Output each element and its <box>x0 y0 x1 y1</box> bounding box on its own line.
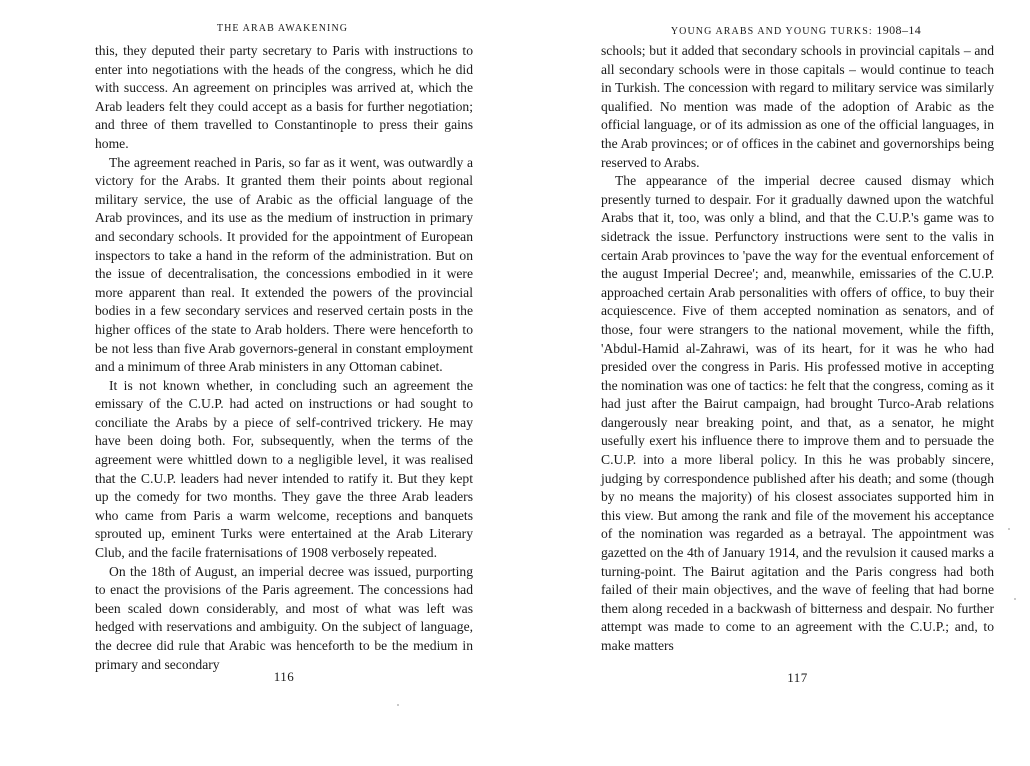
right-page <box>515 0 1030 766</box>
right-running-head-title: YOUNG ARABS AND YOUNG TURKS: <box>670 26 873 37</box>
right-paragraph-1: schools; but it added that secondary schools in provincial capitals – and all secondary schools were in those capitals – would continue to teach in Turkish. The concession with regard to military service was similarly qualified. No mention was made of the adoption of Arabic as the official language, or of its admission as one of the official languages, in the Arab provinces; or of offices in the cabinet and governorships being reserved to Arabs. <box>601 43 994 170</box>
left-paragraph-1: this, they deputed their party secretary to Paris with instructions to enter into negotiations with the heads of the congress, which he did with success. An agreement on principles was arrived at, which the Arab leaders felt they could accept as a basis for further negotiation; and three of them travelled to Constantinople to press their gains home. <box>95 43 473 151</box>
right-page-number: 117 <box>787 670 808 685</box>
scan-speck <box>1008 528 1010 530</box>
scan-speck <box>1014 598 1016 600</box>
left-paragraph-4: On the 18th of August, an imperial decree was issued, purporting to enact the provisions of the Paris agreement. The concessions had been scaled down considerably, and most of what was left was hedged with reservations and ambiguity. On the subject of language, the decree did rule that Arabic was henceforth to be the medium in primary and secondary <box>95 563 473 672</box>
left-page-body <box>95 42 473 674</box>
right-page-body <box>601 42 994 656</box>
left-paragraph-2: The agreement reached in Paris, so far as it went, was outwardly a victory for the Arabs. It granted them their points about regional military service, the use of Arabic as the official language of the Arab provinces, and its use as the medium of instruction in primary and secondary schools. It provided for the appointment of European inspectors to take a hand in the reform of the administration. But on the issue of decentralisation, the concessions embodied in it were more apparent than real. It extended the powers of the provincial bodies in a few secondary services and reserved certain posts in the higher offices of the state to Arab holders. There were henceforth to be not less than five Arab governors-general in constant employment and a minimum of three Arab ministers in any Ottoman cabinet. <box>95 154 473 375</box>
right-paragraph-2: The appearance of the imperial decree caused dismay which presently turned to despair. For it gradually dawned upon the watchful Arabs that it, too, was only a blind, and that the C.U.P.'s game was to sidetrack the issue. Perfunctory instructions were sent to the valis in certain Arab provinces to 'pave the way for the eventual enforcement of the august Imperial Decree'; and, meanwhile, emissaries of the C.U.P. approached certain Arab personalities with offers of office, to buy their acquiescence. Five of them accepted nomination as senators, and of those, four were strangers to the national movement, while the fifth, 'Abdul-Hamid al-Zahrawi, was of its heart, for it was he who had presided over the congress in Paris. His professed motive in accepting the nomination was one of tactics: he felt that the congress, coming as it had just after the Bairut campaign, had brought Turco-Arab relations dangerously near breaking point, and that, as a senator, he might usefully exert his influence there to improve them and to persuade the C.U.P. into a more liberal policy. In this he was probably sincere, judging by correspondence published after his death; and some (though by no means the majority) of his closest associates supported him in this view. But among the rank and file of the movement his acceptance of the nomination was regarded as a betrayal. The appointment was gazetted on the 4th of January 1914, and the revulsion it caused marks a turning-point. The Bairut agitation and the Paris congress had both failed of their main objectives, and the wave of feeling that had borne them along receded in a backwash of bitterness and despair. No further attempt was made to come to an agreement with the C.U.P.; and, to make matters <box>601 173 994 653</box>
right-running-head-years: 1908–14 <box>876 23 922 37</box>
right-running-head <box>601 23 991 38</box>
scan-speck <box>397 704 399 706</box>
left-page-number: 116 <box>273 669 295 684</box>
left-paragraph-3: It is not known whether, in concluding such an agreement the emissary of the C.U.P. had acted on instructions or had sought to conciliate the Arabs by a piece of self-contrived trickery. He may have been doing both. For, subsequently, when the terms of the agreement were whittled down to a negligible level, it was realised that the C.U.P. leaders had never intended to ratify it. But they kept up the comedy for two months. They gave the three Arab leaders who came from Paris a warm welcome, receptions and banquets sprouted up, eminent Turks were entertained at the Arab Literary Club, and the facile fraternisations of 1908 verbosely repeated. <box>95 377 473 561</box>
left-running-head: THE ARAB AWAKENING <box>216 23 349 34</box>
